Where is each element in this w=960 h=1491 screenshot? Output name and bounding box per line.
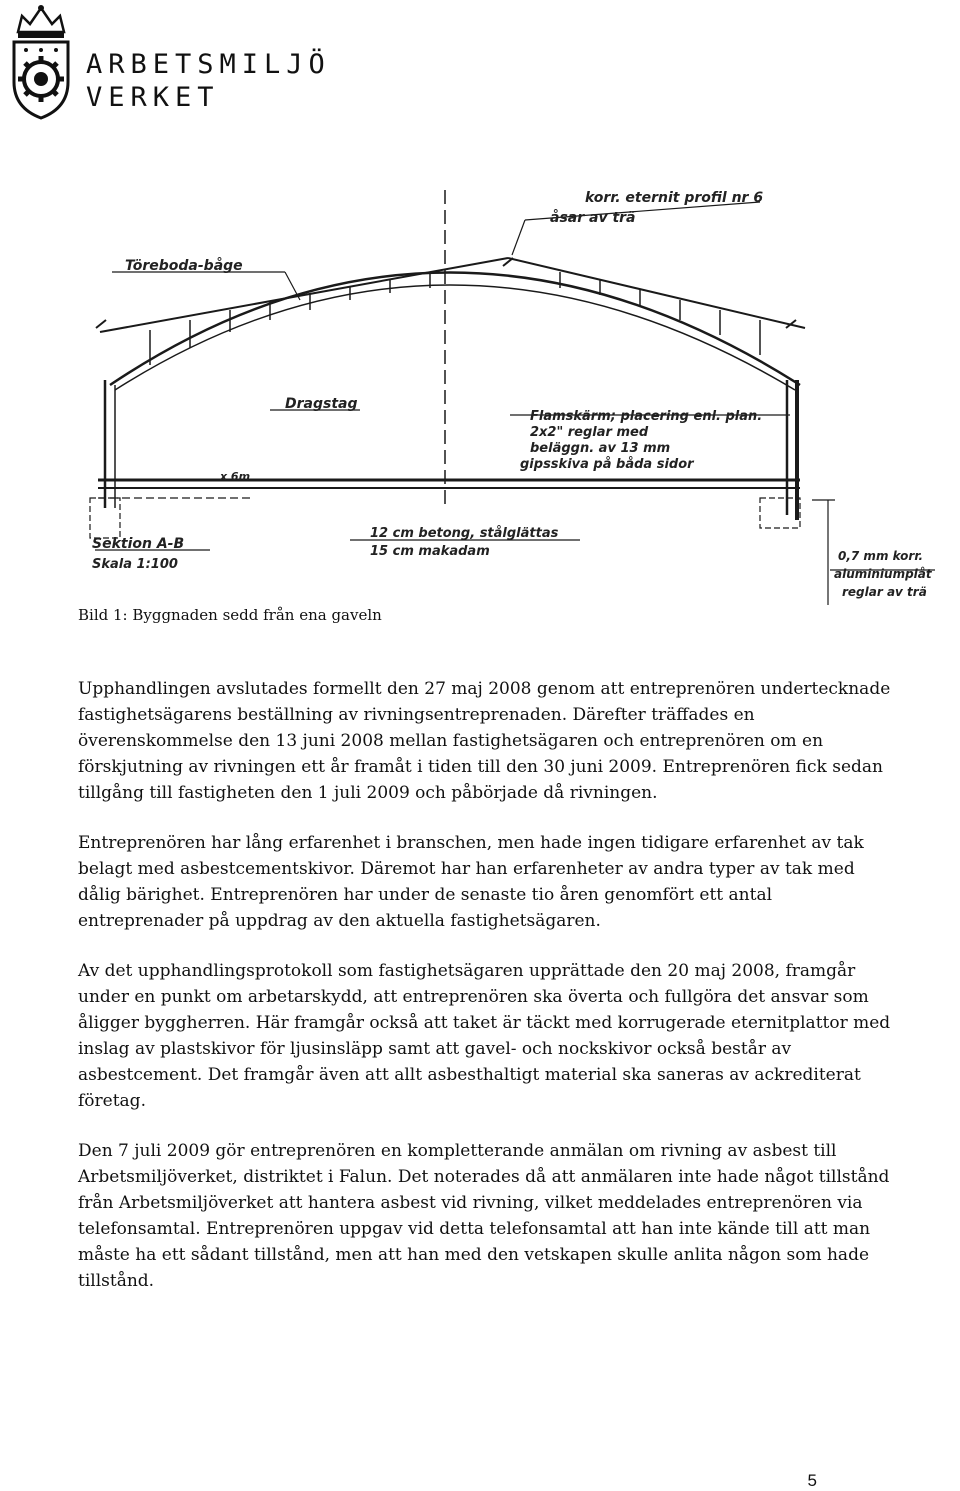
wall-label-4: gipsskiva på båda sidor: [520, 457, 694, 472]
crowned-coat-of-arms-icon: [6, 4, 76, 122]
agency-logo: [6, 4, 331, 122]
wall-label-3: beläggn. av 13 mm: [530, 441, 671, 456]
roof-label: korr. eternit profil nr 6: [585, 190, 764, 206]
paragraph: Av det upphandlingsprotokoll som fastighetsägaren upprättade den 20 maj 2008, framgår under en punkt om arbetarskydd, att entreprenören ska överta och fullgöra det ansvar som åligger byggherren. Här framgår också att taket är täckt med korrugerade eternitplattor med inslag av plastskivor för ljusinsläpp samt att gavel- och nockskivor också består av asbestcement. Det framgår även att allt asbesthaltigt material ska saneras av ackrediterat företag.: [78, 961, 891, 1111]
page-number: 5: [807, 1471, 817, 1490]
span-mark: x 6m: [220, 470, 251, 483]
roof-label-2: åsar av trä: [550, 210, 636, 226]
wall-label-1: Flamskärm; placering enl. plan.: [530, 409, 763, 424]
scale-label: Skala 1:100: [92, 557, 178, 572]
cladding-label-2: aluminiumplåt: [834, 567, 932, 581]
floor-label-1: 12 cm betong, stålglättas: [370, 526, 559, 541]
building-section-drawing: [0, 180, 960, 610]
cladding-label-3: reglar av trä: [842, 585, 927, 599]
paragraph: Upphandlingen avslutades formellt den 27 maj 2008 genom att entreprenören undertecknade fastighetsägarens beställning av rivningsentreprenaden. Därefter träffades en överenskommelse den 13 juni 2008 mellan fastighetsägaren och entreprenören om en förskjutning av rivningen ett år framåt i tiden till den 30 juni 2009. Entreprenören fick sedan tillgång till fastigheten den 1 juli 2009 och påbörjade då rivningen.: [78, 679, 891, 803]
tie-label: Dragstag: [285, 396, 358, 412]
section-label: Sektion A-B: [92, 536, 185, 552]
cladding-label-1: 0,7 mm korr.: [838, 549, 924, 563]
wordmark-line-2: VERKET: [86, 82, 220, 113]
floor-label-2: 15 cm makadam: [370, 544, 490, 559]
paragraph: Den 7 juli 2009 gör entreprenören en kompletterande anmälan om rivning av asbest till Arbetsmiljöverket, distriktet i Falun. Det noterades då att anmälaren inte hade något tillstånd från Arbetsmiljöverket att hantera asbest vid rivning, vilket meddelades entreprenören via telefonsamtal. Entreprenören uppgav vid detta telefonsamtal att han inte kände till att man måste ha ett sådant tillstånd, men att han med den vetskapen skulle anlita någon som hade tillstånd.: [78, 1141, 890, 1291]
wordmark-line-1: ARBETSMILJÖ: [86, 49, 331, 80]
agency-wordmark: [86, 48, 331, 114]
body-text: [78, 676, 898, 1318]
paragraph: Entreprenören har lång erfarenhet i branschen, men hade ingen tidigare erfarenhet av tak belagt med asbestcementskivor. Däremot har han erfarenheter av andra typer av tak med dålig bärighet. Entreprenören har under de senaste tio åren genomfört ett antal entreprenader på uppdrag av den aktuella fastighetsägaren.: [78, 833, 864, 931]
wall-label-2: 2x2" reglar med: [530, 425, 649, 440]
arch-label: Töreboda-båge: [125, 258, 243, 274]
figure-caption: Bild 1: Byggnaden sedd från ena gaveln: [78, 606, 382, 624]
